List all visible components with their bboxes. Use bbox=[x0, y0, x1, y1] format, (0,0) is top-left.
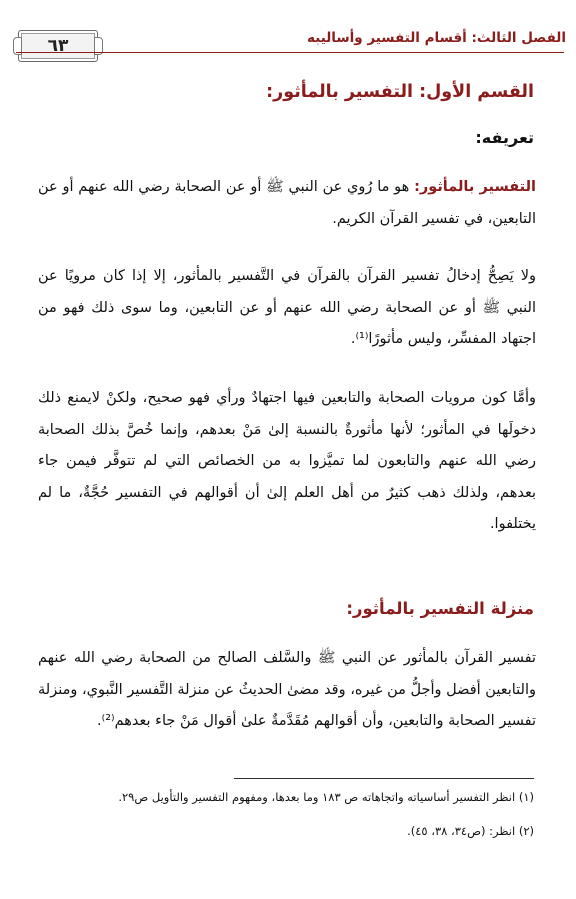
footnote-1: (١) انظر التفسير أساسياته واتجاهاته ص ١٨٣ وما بعدها، ومفهوم التفسير والتأويل ص٢٩. bbox=[118, 790, 534, 804]
definition-label: تعريفه: bbox=[475, 128, 534, 147]
page-number: ٦٣ bbox=[18, 30, 98, 62]
paragraph-3: وأمَّا كون مرويات الصحابة والتابعين فيها اجتهادٌ ورأي فهو صحيح، ولكنْ لايمنع ذلك دخولَها في المأثور؛ لأنها مأثورةٌ بالنسبة إلىٰ مَنْ بعدهم، وإنما خُصَّ بذلك الصحابة رضي الله عنهم والتابعون لما تميَّزوا به من الخصائص التي لم تتوفَّر فيمن جاء بعدهم، ولذلك ذهب كثيرٌ من أهل العلم إلىٰ أن أقوالهم في التفسير حُجَّةٌ، ما لم يختلفوا. bbox=[38, 390, 536, 532]
section-heading: القسم الأول: التفسير بالمأثور: bbox=[266, 82, 534, 102]
header-divider bbox=[16, 52, 564, 53]
chapter-running-header: الفصل الثالث: أقسام التفسير وأساليبه bbox=[307, 30, 566, 46]
footnote-2: (٢) انظر: (ص٣٤، ٣٨، ٤٥). bbox=[407, 824, 534, 838]
defined-term: التفسير بالمأثور: bbox=[414, 179, 536, 195]
paragraph-4: تفسير القرآن بالمأثور عن النبي ﷺ والسَّلف الصالح من الصحابة رضي الله عنهم والتابعين أفضل وأجلُّ من غيره، وقد مضىٰ الحديثُ عن منزلة التَّفسير النَّبوي، ومنزلة تفسير الصحابة والتابعين، وأن أقوالهم مُقَدَّمةٌ علىٰ أقوال مَنْ جاء بعدهم⁽²⁾. bbox=[38, 650, 536, 729]
definition-text: هو ما رُوي عن النبي ﷺ أو عن الصحابة رضي الله عنهم أو عن التابعين، في تفسير القرآن الكريم. bbox=[38, 179, 536, 227]
paragraph-2: ولا يَصِحُّ إدخالُ تفسير القرآن بالقرآن في التَّفسير بالمأثور، إلا إذا كان مرويًا عن النبي ﷺ أو عن الصحابة رضي الله عنهم أو عن التابعين، وما سوى ذلك فهو من اجتهاد المفسِّر، وليس مأثورًا⁽¹⁾. bbox=[38, 268, 536, 347]
definition-paragraph bbox=[38, 172, 536, 235]
footnote-divider bbox=[234, 778, 534, 779]
status-heading: منزلة التفسير بالمأثور: bbox=[346, 599, 534, 618]
